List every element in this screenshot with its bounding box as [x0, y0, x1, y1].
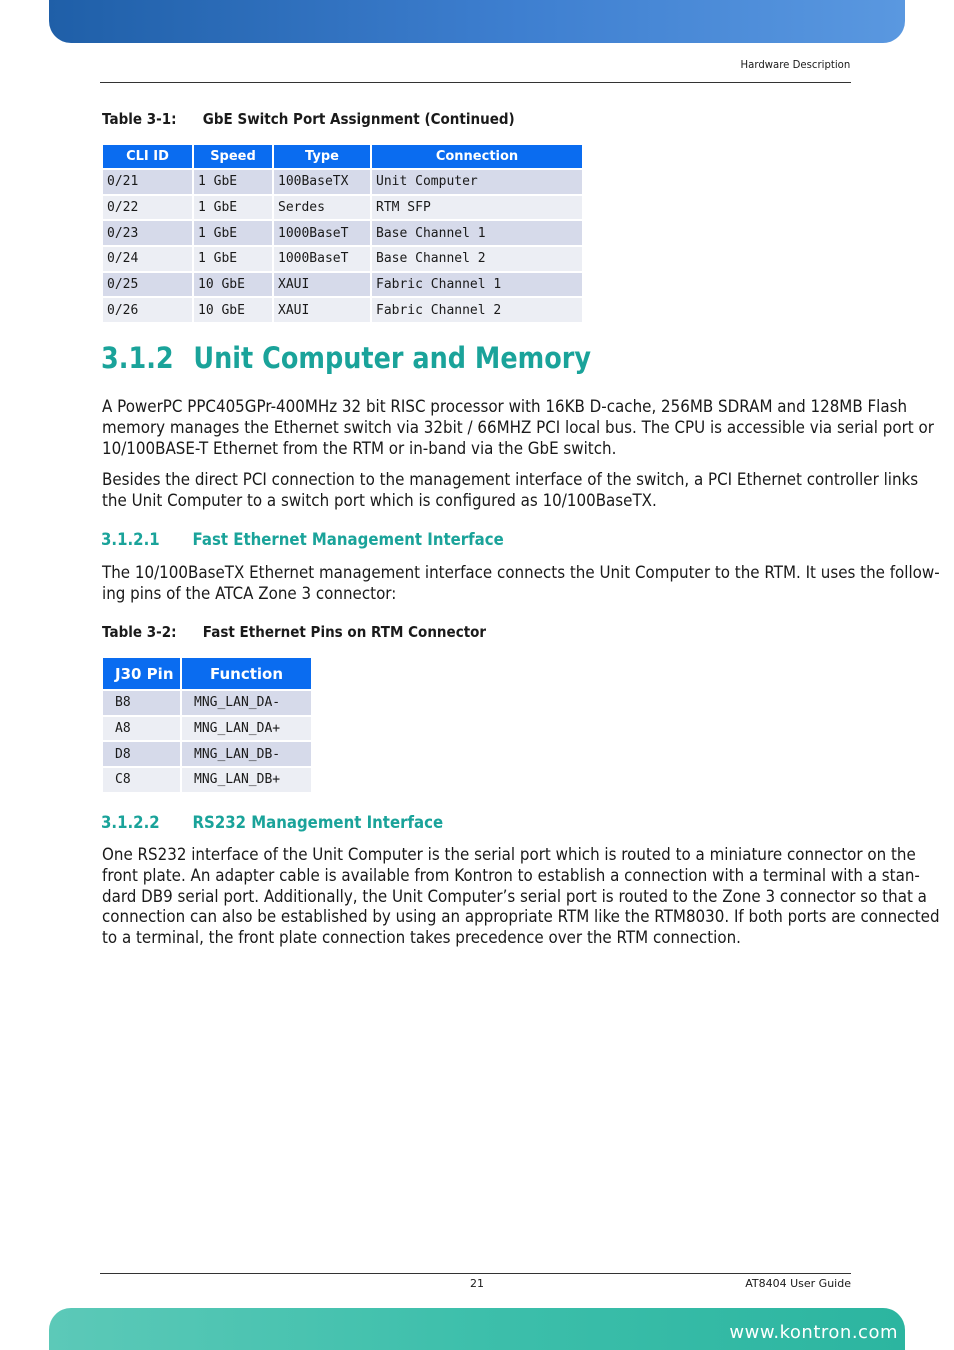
- col-speed: Speed: [194, 145, 272, 168]
- cell: RTM SFP: [372, 196, 582, 220]
- cell: 1000BaseT: [274, 247, 370, 271]
- table-row: [103, 768, 311, 792]
- page-number: 21: [470, 1277, 484, 1290]
- website-link[interactable]: www.kontron.com: [729, 1322, 898, 1343]
- table-row: [103, 170, 582, 194]
- table1-title: GbE Switch Port Assignment (Continued): [202, 110, 515, 128]
- text-line: to a terminal, the front plate connection takes precedence over the RTM connection.: [102, 928, 741, 948]
- cell: A8: [103, 717, 180, 741]
- cell: 1 GbE: [194, 196, 272, 220]
- table-row: [103, 717, 311, 741]
- subsection-number: 3.1.2.2: [101, 813, 160, 833]
- paragraph-fast-ethernet: [102, 563, 940, 605]
- cell: 1000BaseT: [274, 221, 370, 245]
- footer-rule: [100, 1273, 851, 1274]
- table1-caption: [102, 110, 515, 128]
- text-line: memory manages the Ethernet switch via 32bit / 66MHZ PCI local bus. The CPU is accessible via serial port or: [102, 417, 934, 437]
- text-line: dard DB9 serial port. Additionally, the Unit Computer’s serial port is routed to the Zone 3 connector so that a: [102, 886, 927, 906]
- header-band: [49, 0, 905, 43]
- text-line: ing pins of the ATCA Zone 3 connector:: [102, 583, 397, 603]
- cell: 0/26: [103, 298, 192, 322]
- subsection-title: RS232 Management Interface: [192, 813, 444, 833]
- cell: 1 GbE: [194, 221, 272, 245]
- cell: 100BaseTX: [274, 170, 370, 194]
- text-line: connection can also be established by using an appropriate RTM like the RTM8030. If both ports are connected: [102, 907, 940, 927]
- text-line: the Unit Computer to a switch port which is configured as 10/100BaseTX.: [102, 490, 657, 510]
- cell: MNG_LAN_DA+: [182, 717, 311, 741]
- paragraph-cpu: [102, 397, 934, 459]
- table-row: [103, 221, 582, 245]
- table-header-row: [103, 145, 582, 168]
- cell: Fabric Channel 2: [372, 298, 582, 322]
- cell: B8: [103, 691, 180, 715]
- col-type: Type: [274, 145, 370, 168]
- table-row: [103, 273, 582, 297]
- cell: C8: [103, 768, 180, 792]
- col-connection: Connection: [372, 145, 582, 168]
- cell: 0/22: [103, 196, 192, 220]
- section-number: 3.1.2: [101, 341, 174, 375]
- table-row: [103, 742, 311, 766]
- section-title: Unit Computer and Memory: [193, 341, 591, 375]
- paragraph-rs232: [102, 845, 940, 949]
- cell: MNG_LAN_DB+: [182, 768, 311, 792]
- cell: Fabric Channel 1: [372, 273, 582, 297]
- col-function: Function: [182, 658, 311, 689]
- subsection-heading-fast-ethernet: [101, 530, 504, 550]
- cell: MNG_LAN_DB-: [182, 742, 311, 766]
- table-row: [103, 298, 582, 322]
- table-row: [103, 691, 311, 715]
- table-header-row: [103, 658, 311, 689]
- subsection-title: Fast Ethernet Management Interface: [192, 530, 504, 550]
- header-rule: [100, 82, 851, 83]
- cell: D8: [103, 742, 180, 766]
- text-line: The 10/100BaseTX Ethernet management interface connects the Unit Computer to the RTM. It uses the follow-: [102, 563, 940, 582]
- section-heading: [101, 341, 591, 375]
- subsection-heading-rs232: [101, 813, 443, 833]
- table2-caption: [102, 623, 486, 641]
- table1-number: Table 3-1:: [102, 110, 177, 128]
- text-line: One RS232 interface of the Unit Computer is the serial port which is routed to a miniature connector on the: [102, 845, 916, 864]
- text-line: 10/100BASE-T Ethernet from the RTM or in-band via the GbE switch.: [102, 438, 617, 458]
- cell: 0/21: [103, 170, 192, 194]
- cell: 10 GbE: [194, 273, 272, 297]
- cell: Base Channel 2: [372, 247, 582, 271]
- cell: 0/23: [103, 221, 192, 245]
- rtm-pins-table: [101, 656, 313, 794]
- cell: Serdes: [274, 196, 370, 220]
- table-row: [103, 247, 582, 271]
- cell: MNG_LAN_DA-: [182, 691, 311, 715]
- text-line: Besides the direct PCI connection to the management interface of the switch, a PCI Ethernet controller links: [102, 470, 919, 489]
- cell: 0/25: [103, 273, 192, 297]
- table2-title: Fast Ethernet Pins on RTM Connector: [202, 623, 487, 641]
- col-j30-pin: J30 Pin: [103, 658, 180, 689]
- table-row: [103, 196, 582, 220]
- port-assignment-table: [101, 143, 584, 324]
- text-line: A PowerPC PPC405GPr-400MHz 32 bit RISC processor with 16KB D-cache, 256MB SDRAM and 128MB Flash: [102, 397, 908, 416]
- header-section-label: Hardware Description: [740, 58, 850, 71]
- guide-title: AT8404 User Guide: [745, 1277, 851, 1290]
- table2-number: Table 3-2:: [102, 623, 177, 641]
- subsection-number: 3.1.2.1: [101, 530, 160, 550]
- paragraph-pci: [102, 470, 919, 512]
- cell: XAUI: [274, 273, 370, 297]
- col-cli-id: CLI ID: [103, 145, 192, 168]
- text-line: front plate. An adapter cable is available from Kontron to establish a connection with a terminal with a stan-: [102, 865, 920, 885]
- cell: 1 GbE: [194, 170, 272, 194]
- cell: Base Channel 1: [372, 221, 582, 245]
- cell: 1 GbE: [194, 247, 272, 271]
- cell: XAUI: [274, 298, 370, 322]
- cell: 10 GbE: [194, 298, 272, 322]
- cell: 0/24: [103, 247, 192, 271]
- cell: Unit Computer: [372, 170, 582, 194]
